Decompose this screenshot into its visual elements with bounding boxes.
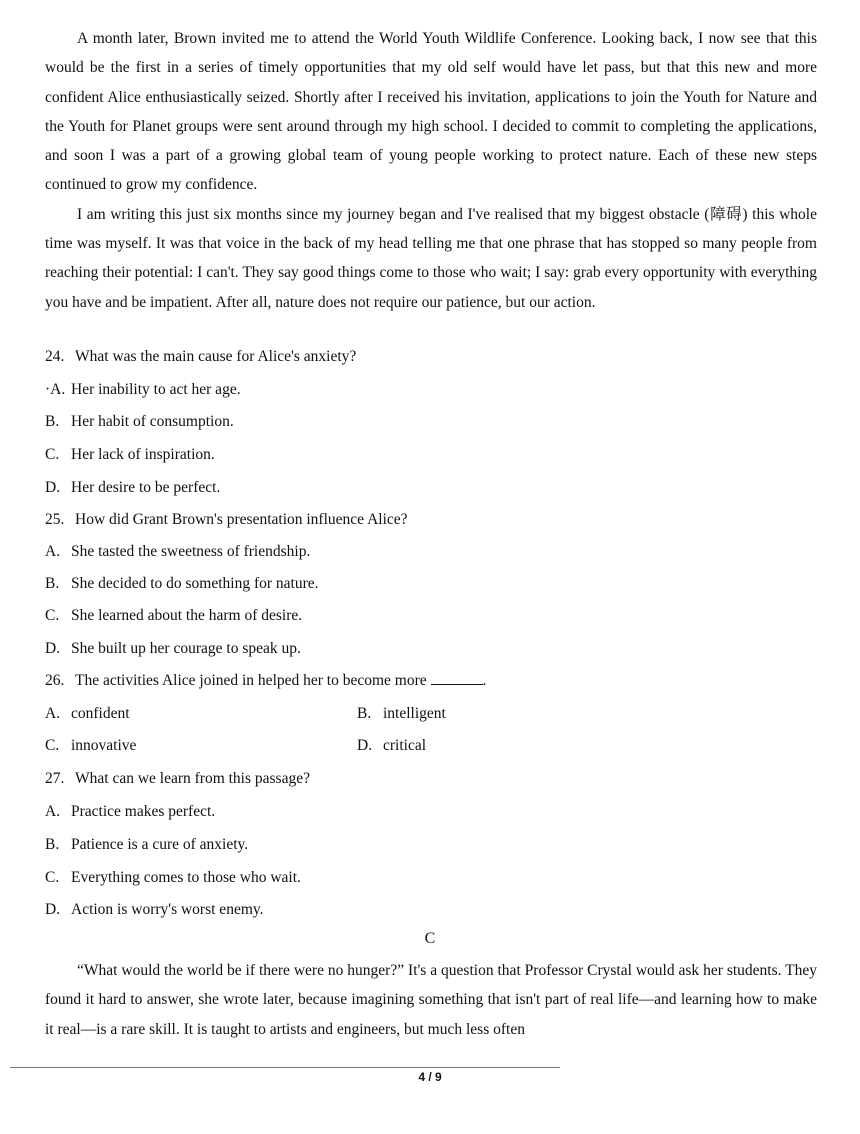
answer-blank <box>431 670 483 685</box>
option-label: D. <box>45 479 61 496</box>
option-label: B. <box>45 836 60 853</box>
question-text: What can we learn from this passage? <box>75 770 310 787</box>
option-text: She built up her courage to speak up. <box>71 640 301 657</box>
question-24-stem <box>45 346 815 368</box>
option-label: C. <box>45 607 60 624</box>
section-heading: C <box>424 930 436 947</box>
option-label: A. <box>45 803 61 820</box>
option-label: ·A. <box>45 381 66 398</box>
option-text: Her lack of inspiration. <box>71 446 215 463</box>
option-label: D. <box>357 737 373 754</box>
passage-c <box>45 956 817 1044</box>
passage-b <box>45 24 817 317</box>
option-label: B. <box>45 413 60 430</box>
question-number: 27. <box>45 770 65 787</box>
option-text: She learned about the harm of desire. <box>71 607 303 624</box>
question-25-option-a <box>45 541 815 563</box>
option-text: Practice makes perfect. <box>71 803 216 820</box>
question-26-option-b <box>357 703 446 725</box>
option-label: B. <box>357 705 372 722</box>
option-text: She decided to do something for nature. <box>71 575 319 592</box>
question-25-option-d <box>45 638 815 660</box>
option-text: She tasted the sweetness of friendship. <box>71 543 311 560</box>
passage-paragraph: I am writing this just six months since my journey began and I've realised that my biggest obstacle (障碍) this whole time was myself. It was that voice in the back of my head telling me that one phrase that has stopped so many people from reaching their potential: I can't. They say good things come to those who wait; I say: grab every opportunity with everything you have and be impatient. After all, nature does not require our patience, but our action. <box>45 205 817 311</box>
question-26-stem <box>45 670 815 692</box>
option-text: Everything comes to those who wait. <box>71 869 301 886</box>
option-text: intelligent <box>383 705 446 722</box>
option-text: Her habit of consumption. <box>71 413 234 430</box>
option-text: confident <box>71 705 130 722</box>
question-26-row-1 <box>45 703 815 725</box>
question-25-option-b <box>45 573 815 595</box>
footer-divider <box>10 1067 560 1068</box>
question-27-option-b <box>45 834 815 856</box>
page-number: 4 / 9 <box>418 1070 442 1084</box>
option-text: Patience is a cure of anxiety. <box>71 836 249 853</box>
option-text: Action is worry's worst enemy. <box>71 901 264 918</box>
question-24-option-b <box>45 411 815 433</box>
option-label: C. <box>45 446 60 463</box>
option-text: innovative <box>71 737 137 754</box>
question-25-stem <box>45 509 815 531</box>
option-text: critical <box>383 737 427 754</box>
question-27-option-a <box>45 801 815 823</box>
question-number: 26. <box>45 672 65 689</box>
question-number: 25. <box>45 511 65 528</box>
option-label: C. <box>45 869 60 886</box>
passage-paragraph: A month later, Brown invited me to attend the World Youth Wildlife Conference. Looking back, I now see that this would be the first in a series of timely opportunities that my old self would have let pass, but that this new and more confident Alice enthusiastically seized. Shortly after I received his invitation, applications to join the Youth for Nature and the Youth for Planet groups were sent around through my high school. I decided to commit to completing the applications, and soon I was a part of a growing global team of young people working to protect nature. Each of these new steps continued to grow my confidence. <box>45 30 817 194</box>
question-number: 24. <box>45 348 65 365</box>
option-text: Her inability to act her age. <box>71 381 241 398</box>
option-label: A. <box>45 543 61 560</box>
option-text: Her desire to be perfect. <box>71 479 221 496</box>
question-stem-end: . <box>482 672 487 689</box>
option-label: D. <box>45 901 61 918</box>
question-24-option-c <box>45 444 815 466</box>
question-25-option-c <box>45 605 815 627</box>
question-26-row-2 <box>45 735 815 757</box>
question-text: What was the main cause for Alice's anxiety? <box>75 348 357 365</box>
passage-paragraph: “What would the world be if there were no hunger?” It's a question that Professor Crystal would ask her students. They found it hard to answer, she wrote later, because imagining something that isn't part of real life—and learning how to make it real—is a rare skill. It is taught to artists and engineers, but much less often <box>45 962 817 1038</box>
question-text: How did Grant Brown's presentation influence Alice? <box>75 511 408 528</box>
question-text: The activities Alice joined in helped her to become more <box>75 672 427 689</box>
option-label: D. <box>45 640 61 657</box>
question-26-option-d <box>357 735 426 757</box>
question-27-stem <box>45 768 815 790</box>
question-27-option-d <box>45 899 815 921</box>
question-24-option-d <box>45 477 815 499</box>
question-27-option-c <box>45 867 815 889</box>
option-label: C. <box>45 737 60 754</box>
option-label: A. <box>45 705 61 722</box>
question-24-option-a <box>45 379 815 401</box>
option-label: B. <box>45 575 60 592</box>
